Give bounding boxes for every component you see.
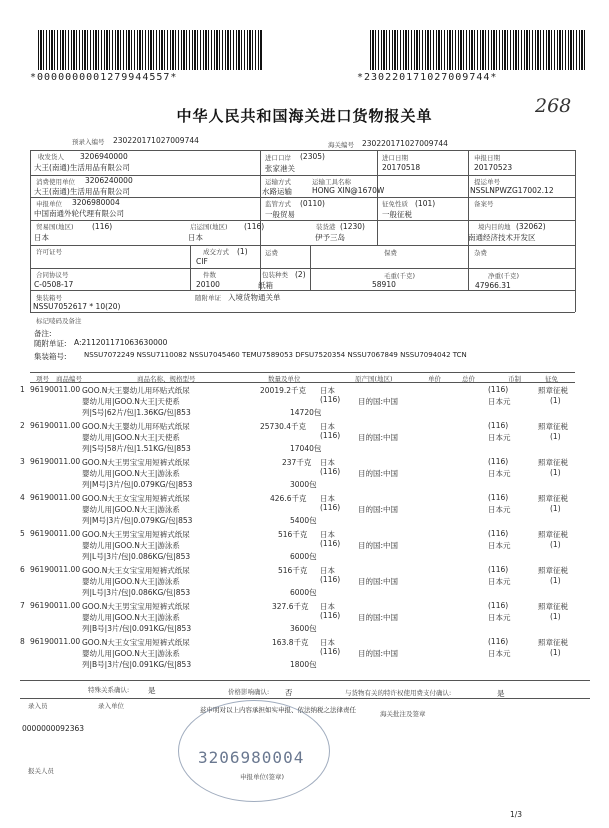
goods-tax-code: (1)	[550, 540, 561, 549]
goods-qty1: 25730.4千克	[260, 422, 307, 431]
goods-name-line1: GOO.N大王男宝宝用短裤式纸尿	[82, 530, 190, 539]
deal-mode-label: 成交方式	[203, 248, 229, 256]
form-line	[30, 220, 575, 221]
goods-currency: 日本元	[488, 505, 511, 514]
gross-label: 毛重(千克)	[384, 272, 416, 280]
goods-seq: 3	[20, 457, 25, 466]
goods-code: 96190011.00	[30, 385, 81, 394]
origin-country-code: (116)	[244, 222, 265, 231]
royalty-label: 与货物有关的特许权使用费支付确认:	[345, 689, 452, 697]
customs-no: 230220171027009744	[362, 139, 448, 148]
documents-label: 随附单证	[195, 294, 221, 302]
declare-unit-label: 申报单位(签章)	[240, 773, 285, 781]
goods-qty2: 6000包	[290, 588, 317, 597]
goods-seq: 8	[20, 637, 25, 646]
goods-row	[20, 385, 590, 423]
goods-origin-code: (116)	[320, 503, 341, 512]
form-line	[377, 150, 378, 245]
goods-code: 96190011.00	[30, 493, 81, 502]
document-title: 中华人民共和国海关进口货物报关单	[176, 107, 433, 125]
goods-origin-code: (116)	[320, 467, 341, 476]
goods-name-line3: 列|S号|58片/包|1.51KG/包|853	[82, 444, 191, 453]
goods-header-code: 商品编号	[56, 375, 82, 383]
goods-tax-code: (1)	[550, 612, 561, 621]
statement: 兹申明对以上内容承担如实申报、依法纳税之法律责任	[200, 706, 356, 714]
left-barcode-text: *0000000001279944557*	[30, 72, 178, 83]
consignee-name: 大王(南通)生活用品有限公司	[34, 163, 130, 172]
consumer-code: 3206240000	[85, 176, 133, 185]
goods-currency: 日本元	[488, 649, 511, 658]
packaging-label: 包装种类	[262, 271, 288, 279]
goods-origin: 日本	[320, 386, 335, 395]
loading-port-code: (1230)	[340, 222, 365, 231]
special-value: 是	[148, 686, 156, 695]
goods-currency-code: (116)	[488, 565, 509, 574]
form-line	[575, 150, 576, 312]
contract-label: 合同协议号	[36, 271, 69, 279]
goods-origin: 日本	[320, 602, 335, 611]
goods-seq: 7	[20, 601, 25, 610]
loading-port: 伊予三岛	[315, 233, 345, 242]
goods-name-line3: 列|L号|3片/包|0.086KG/包|853	[82, 552, 191, 561]
goods-origin-code: (116)	[320, 431, 341, 440]
goods-seq: 4	[20, 493, 25, 502]
prerecord-label: 预录入编号	[72, 138, 105, 146]
goods-code: 96190011.00	[30, 529, 81, 538]
goods-tax-code: (1)	[550, 504, 561, 513]
goods-row	[20, 565, 590, 603]
goods-qty2: 3600包	[290, 624, 317, 633]
dest-code: (32062)	[516, 222, 546, 231]
goods-qty2: 17040包	[290, 444, 322, 453]
container-list: NSSU7072249 NSSU7110082 NSSU7045460 TEMU7589053 DFSU7520354 NSSU7067849 NSSU7094042 TCN	[84, 351, 467, 359]
goods-tax: 照章征税	[538, 566, 568, 575]
goods-origin-code: (116)	[320, 575, 341, 584]
gross: 58910	[372, 280, 396, 289]
goods-name-line1: GOO.N大王婴幼儿用环贴式纸尿	[82, 386, 190, 395]
freight-label: 运费	[265, 249, 278, 257]
form-line	[20, 680, 590, 681]
special-label: 特殊关系确认:	[88, 686, 130, 694]
goods-dest: 目的国:中国	[358, 469, 399, 478]
trade-country: 日本	[34, 233, 49, 242]
form-line	[30, 382, 575, 383]
goods-header-name: 商品名称、规格型号	[137, 375, 196, 383]
goods-origin: 日本	[320, 494, 335, 503]
goods-currency-code: (116)	[488, 457, 509, 466]
goods-code: 96190011.00	[30, 601, 81, 610]
goods-origin-code: (116)	[320, 395, 341, 404]
container-label: 集装箱号	[36, 294, 62, 302]
entry-person-code: 0000000092363	[22, 724, 85, 733]
declarant-name: 中国南通外轮代理有限公司	[34, 209, 124, 218]
declarant-code: 3206980004	[72, 198, 120, 207]
transport-tool-label: 运输工具名称	[312, 178, 351, 186]
record-no-label: 备案号	[474, 200, 494, 208]
goods-origin: 日本	[320, 566, 335, 575]
trade-country-label: 贸易国(地区)	[36, 223, 74, 231]
goods-qty1: 163.8千克	[272, 638, 309, 647]
goods-dest: 目的国:中国	[358, 505, 399, 514]
pieces: 20100	[196, 280, 220, 289]
goods-name-line3: 列|M号|3片/包|0.079KG/包|853	[82, 480, 193, 489]
goods-qty1: 237千克	[282, 458, 312, 467]
goods-origin-code: (116)	[320, 611, 341, 620]
bl-no: NSSLNPWZG17002.12	[470, 186, 554, 195]
form-line	[30, 150, 31, 312]
goods-header-qty: 数量及单位	[268, 375, 301, 383]
goods-tax: 照章征税	[538, 602, 568, 611]
handwritten-number: 268	[535, 95, 572, 117]
goods-tax: 照章征税	[538, 494, 568, 503]
goods-seq: 2	[20, 421, 25, 430]
documents: 入境货物通关单	[228, 293, 281, 302]
container-list-label: 集装箱号:	[34, 352, 67, 361]
goods-header-currency: 币制	[508, 375, 521, 383]
price-value: 否	[285, 688, 293, 697]
form-line	[30, 150, 575, 151]
goods-name-line1: GOO.N大王女宝宝用短裤式纸尿	[82, 638, 190, 647]
tax-nature-label: 征免性质	[382, 200, 408, 208]
goods-row	[20, 421, 590, 459]
remarks-label: 备注:	[34, 329, 52, 338]
loading-port-label: 装货港	[316, 223, 336, 231]
goods-qty2: 5400包	[290, 516, 317, 525]
goods-qty1: 327.6千克	[272, 602, 309, 611]
goods-dest: 目的国:中国	[358, 541, 399, 550]
goods-name-line3: 列|L号|3片/包|0.086KG/包|853	[82, 588, 191, 597]
goods-currency-code: (116)	[488, 385, 509, 394]
transport-tool: HONG XIN@1670W	[312, 186, 385, 195]
goods-tax-code: (1)	[550, 432, 561, 441]
goods-name-line3: 列|S号|62片/包|1.36KG/包|853	[82, 408, 191, 417]
insurance-label: 保费	[384, 249, 397, 257]
goods-code: 96190011.00	[30, 565, 81, 574]
goods-name-line3: 列|B号|3片/包|0.091KG/包|853	[82, 624, 192, 633]
goods-header-price: 单价	[428, 375, 441, 383]
goods-currency: 日本元	[488, 613, 511, 622]
net-label: 净重(千克)	[488, 272, 520, 280]
form-line	[20, 698, 590, 699]
goods-code: 96190011.00	[30, 421, 81, 430]
goods-qty1: 516千克	[278, 530, 308, 539]
form-line	[310, 245, 311, 290]
goods-row	[20, 457, 590, 495]
goods-origin: 日本	[320, 422, 335, 431]
goods-qty2: 6000包	[290, 552, 317, 561]
declarer-label: 报关人员	[28, 767, 54, 775]
goods-tax: 照章征税	[538, 638, 568, 647]
declarant-label: 申报单位	[36, 200, 62, 208]
goods-name-line1: GOO.N大王女宝宝用短裤式纸尿	[82, 494, 190, 503]
goods-tax: 照章征税	[538, 422, 568, 431]
goods-currency: 日本元	[488, 469, 511, 478]
goods-currency-code: (116)	[488, 421, 509, 430]
goods-origin-code: (116)	[320, 539, 341, 548]
tax-nature-code: (101)	[415, 199, 436, 208]
goods-row	[20, 529, 590, 567]
consumer-label: 消费使用单位	[36, 178, 75, 186]
right-barcode-text: *230220171027009744*	[357, 72, 498, 83]
goods-name-line2: 婴幼儿用|GOO.N大王|游泳系	[82, 649, 180, 658]
bl-label: 提运单号	[474, 178, 500, 186]
customs-no-label: 海关编号	[328, 141, 354, 149]
pieces-label: 件数	[203, 271, 216, 279]
consumer-name: 大王(南通)生活用品有限公司	[34, 187, 130, 196]
dest: 南通经济技术开发区	[468, 233, 536, 242]
form-line	[468, 150, 469, 290]
goods-name-line2: 婴幼儿用|GOO.N大王|游泳系	[82, 505, 180, 514]
goods-seq: 6	[20, 565, 25, 574]
goods-header-origin: 原产国(地区)	[355, 375, 393, 383]
goods-qty2: 14720包	[290, 408, 322, 417]
goods-name-line1: GOO.N大王女宝宝用短裤式纸尿	[82, 566, 190, 575]
goods-tax: 照章征税	[538, 386, 568, 395]
import-date-label: 进口日期	[382, 154, 408, 162]
supervision-code: (0110)	[300, 199, 325, 208]
goods-origin: 日本	[320, 530, 335, 539]
goods-currency-code: (116)	[488, 637, 509, 646]
goods-origin: 日本	[320, 638, 335, 647]
trade-country-code: (116)	[92, 222, 113, 231]
page-number: 1/3	[510, 810, 523, 819]
stamp-number: 3206980004	[198, 748, 305, 767]
import-port: 张家港关	[265, 164, 295, 173]
import-port-label: 进口口岸	[265, 154, 291, 162]
goods-qty1: 516千克	[278, 566, 308, 575]
form-line	[190, 245, 191, 290]
goods-code: 96190011.00	[30, 637, 81, 646]
goods-tax-code: (1)	[550, 396, 561, 405]
goods-row	[20, 637, 590, 675]
related-no: A:211201171063630000	[74, 338, 168, 347]
goods-row	[20, 601, 590, 639]
goods-currency: 日本元	[488, 541, 511, 550]
deal-mode-code: (1)	[237, 247, 248, 256]
goods-name-line3: 列|M号|3片/包|0.079KG/包|853	[82, 516, 193, 525]
goods-dest: 目的国:中国	[358, 613, 399, 622]
customs-note-label: 海关批注及签章	[380, 710, 426, 718]
goods-tax-code: (1)	[550, 648, 561, 657]
goods-qty1: 426.6千克	[270, 494, 307, 503]
declare-date-label: 申报日期	[474, 154, 500, 162]
goods-qty2: 3000包	[290, 480, 317, 489]
origin-country: 日本	[188, 233, 203, 242]
goods-name-line1: GOO.N大王男宝宝用短裤式纸尿	[82, 602, 190, 611]
packaging-code: (2)	[295, 270, 306, 279]
entry-person-label: 录入员	[28, 702, 48, 710]
goods-name-line1: GOO.N大王婴幼儿用环贴式纸尿	[82, 422, 190, 431]
import-date: 20170518	[382, 163, 421, 172]
supervision: 一般贸易	[265, 210, 295, 219]
goods-name-line3: 列|B号|3片/包|0.091KG/包|853	[82, 660, 192, 669]
goods-name-line2: 婴幼儿用|GOO.N大王|天使系	[82, 433, 180, 442]
tax-nature: 一般征税	[382, 210, 412, 219]
goods-currency: 日本元	[488, 577, 511, 586]
consignee-label: 收发货人	[38, 153, 64, 161]
goods-tax: 照章征税	[538, 458, 568, 467]
goods-name-line2: 婴幼儿用|GOO.N大王|游泳系	[82, 541, 180, 550]
goods-name-line2: 婴幼儿用|GOO.N大王|游泳系	[82, 577, 180, 586]
dest-label: 境内目的地	[478, 223, 511, 231]
goods-tax-code: (1)	[550, 576, 561, 585]
left-barcode	[38, 30, 263, 70]
marks-label: 标记唛码及备注	[36, 317, 82, 325]
transport-mode-label: 运输方式	[265, 178, 291, 186]
goods-currency-code: (116)	[488, 493, 509, 502]
goods-code: 96190011.00	[30, 457, 81, 466]
net: 47966.31	[475, 281, 511, 290]
goods-qty2: 1800包	[290, 660, 317, 669]
deal-mode: CIF	[196, 257, 208, 266]
goods-row	[20, 493, 590, 531]
royalty-value: 是	[497, 689, 505, 698]
goods-header-seq: 项号	[36, 375, 49, 383]
goods-origin: 日本	[320, 458, 335, 467]
goods-name-line1: GOO.N大王男宝宝用短裤式纸尿	[82, 458, 190, 467]
misc-label: 杂费	[474, 249, 487, 257]
contract-no: C-0508-17	[34, 280, 74, 289]
goods-header-total: 总价	[462, 375, 475, 383]
goods-dest: 目的国:中国	[358, 577, 399, 586]
goods-seq: 5	[20, 529, 25, 538]
form-line	[30, 312, 575, 313]
import-port-code: (2305)	[300, 152, 325, 161]
entry-unit-label: 录入单位	[98, 702, 124, 710]
goods-name-line2: 婴幼儿用|GOO.N大王|游泳系	[82, 613, 180, 622]
right-barcode	[370, 30, 585, 70]
packaging: 纸箱	[258, 281, 273, 290]
license-label: 许可证号	[36, 248, 62, 256]
goods-name-line2: 婴幼儿用|GOO.N大王|游泳系	[82, 469, 180, 478]
goods-header-tax: 征免	[545, 375, 558, 383]
prerecord-no: 230220171027009744	[113, 136, 199, 145]
transport-mode: 水路运输	[262, 187, 292, 196]
goods-seq: 1	[20, 385, 25, 394]
goods-tax: 照章征税	[538, 530, 568, 539]
goods-dest: 目的国:中国	[358, 397, 399, 406]
goods-currency: 日本元	[488, 433, 511, 442]
goods-dest: 目的国:中国	[358, 433, 399, 442]
form-line	[30, 268, 575, 269]
related-label: 随附单证:	[34, 339, 67, 348]
goods-currency-code: (116)	[488, 529, 509, 538]
form-line	[30, 290, 575, 291]
form-line	[30, 372, 575, 373]
goods-qty1: 20019.2千克	[260, 386, 307, 395]
goods-tax-code: (1)	[550, 468, 561, 477]
form-line	[30, 245, 575, 246]
goods-name-line2: 婴幼儿用|GOO.N大王|天使系	[82, 397, 180, 406]
declare-date: 20170523	[474, 163, 513, 172]
goods-origin-code: (116)	[320, 647, 341, 656]
form-line	[260, 150, 261, 290]
goods-currency: 日本元	[488, 397, 511, 406]
goods-dest: 目的国:中国	[358, 649, 399, 658]
goods-currency-code: (116)	[488, 601, 509, 610]
supervision-label: 监管方式	[265, 200, 291, 208]
container-no: NSSU7052617 * 10(20)	[33, 302, 121, 311]
origin-country-label: 启运国(地区)	[190, 223, 228, 231]
consignee-code: 3206940000	[80, 152, 128, 161]
price-label: 价格影响确认:	[228, 688, 270, 696]
